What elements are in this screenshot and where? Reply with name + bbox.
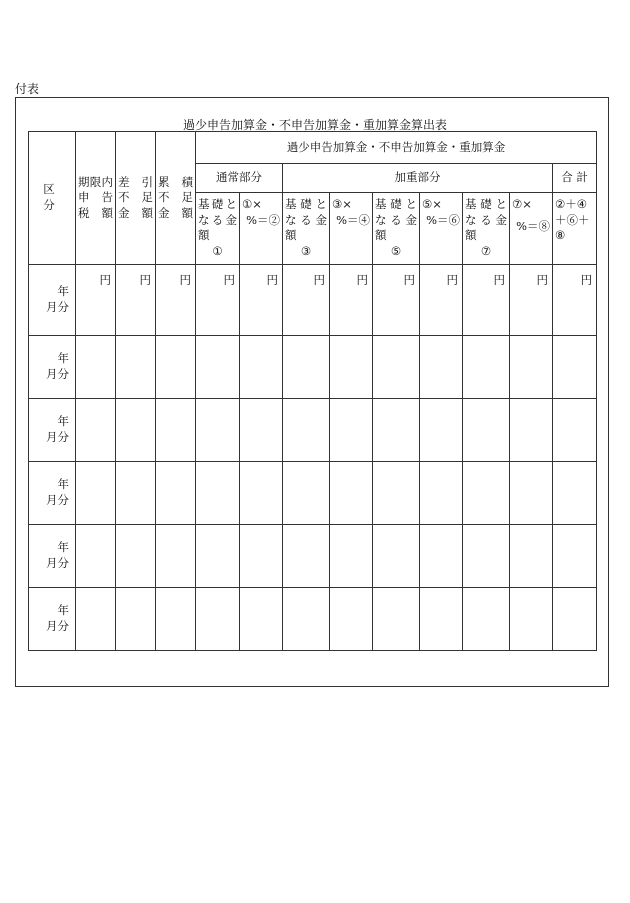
amount-cell[interactable] xyxy=(116,462,156,525)
amount-cell[interactable] xyxy=(240,336,283,399)
amount-cell[interactable] xyxy=(76,399,116,462)
header-group: 過少申告加算金・不申告加算金・重加算金 xyxy=(196,132,597,164)
header-calc-4: ③× %＝④ xyxy=(330,193,373,265)
attachment-label: 付表 xyxy=(15,82,40,96)
amount-cell[interactable] xyxy=(373,336,420,399)
amount-cell[interactable] xyxy=(510,525,553,588)
header-kubun: 区 分 xyxy=(29,132,76,265)
amount-cell[interactable] xyxy=(76,588,116,651)
amount-cell[interactable] xyxy=(283,525,330,588)
amount-cell[interactable] xyxy=(373,525,420,588)
amount-cell[interactable] xyxy=(156,336,196,399)
amount-cell-yen[interactable]: 円 xyxy=(116,265,156,336)
amount-cell[interactable] xyxy=(196,399,240,462)
amount-cell[interactable] xyxy=(463,399,510,462)
amount-cell[interactable] xyxy=(463,588,510,651)
amount-cell[interactable] xyxy=(463,462,510,525)
amount-cell[interactable] xyxy=(76,336,116,399)
header-calc-2: ①× %＝② xyxy=(240,193,283,265)
amount-cell[interactable] xyxy=(156,399,196,462)
amount-cell[interactable] xyxy=(240,399,283,462)
table-row xyxy=(29,588,597,651)
amount-cell[interactable] xyxy=(330,399,373,462)
amount-cell-yen[interactable]: 円 xyxy=(283,265,330,336)
amount-cell-yen[interactable]: 円 xyxy=(156,265,196,336)
header-sum: ②＋④ ＋⑥＋ ⑧ xyxy=(553,193,597,265)
amount-cell[interactable] xyxy=(116,525,156,588)
amount-cell[interactable] xyxy=(553,399,597,462)
amount-cell[interactable] xyxy=(240,525,283,588)
amount-cell[interactable] xyxy=(240,588,283,651)
amount-cell[interactable] xyxy=(330,336,373,399)
table-row xyxy=(29,462,597,525)
amount-cell[interactable] xyxy=(553,525,597,588)
amount-cell[interactable] xyxy=(116,336,156,399)
amount-cell[interactable] xyxy=(76,462,116,525)
amount-cell[interactable] xyxy=(420,525,463,588)
amount-cell[interactable] xyxy=(373,399,420,462)
amount-cell[interactable] xyxy=(463,525,510,588)
header-kigen: 期限内 申 告 税 額 xyxy=(76,132,116,265)
row-period-label: 年 月分 xyxy=(29,588,76,651)
amount-cell[interactable] xyxy=(283,462,330,525)
header-kaju: 加重部分 xyxy=(283,164,553,193)
table-caption: 過少申告加算金・不申告加算金・重加算金算出表 xyxy=(182,118,447,132)
amount-cell[interactable] xyxy=(553,588,597,651)
header-calc-8: ⑦× %＝⑧ xyxy=(510,193,553,265)
amount-cell[interactable] xyxy=(240,462,283,525)
row-period-label: 年 月分 xyxy=(29,399,76,462)
amount-cell[interactable] xyxy=(283,336,330,399)
header-gokei: 合 計 xyxy=(553,164,597,193)
row-period-label: 年 月分 xyxy=(29,525,76,588)
amount-cell[interactable] xyxy=(116,588,156,651)
amount-cell[interactable] xyxy=(283,588,330,651)
amount-cell[interactable] xyxy=(196,336,240,399)
amount-cell[interactable] xyxy=(116,399,156,462)
row-period-label: 年 月分 xyxy=(29,265,76,336)
amount-cell[interactable] xyxy=(373,462,420,525)
amount-cell[interactable] xyxy=(420,336,463,399)
table-row xyxy=(29,336,597,399)
table-row xyxy=(29,265,597,336)
amount-cell-yen[interactable]: 円 xyxy=(510,265,553,336)
amount-cell-yen[interactable]: 円 xyxy=(463,265,510,336)
header-kiso-5: 基礎と なる金 額 ⑤ xyxy=(373,193,420,265)
amount-cell[interactable] xyxy=(156,588,196,651)
amount-cell[interactable] xyxy=(463,336,510,399)
header-kiso-7: 基礎と なる金 額 ⑦ xyxy=(463,193,510,265)
table-row xyxy=(29,399,597,462)
amount-cell[interactable] xyxy=(420,399,463,462)
amount-cell[interactable] xyxy=(510,336,553,399)
amount-cell[interactable] xyxy=(510,588,553,651)
amount-cell-yen[interactable]: 円 xyxy=(553,265,597,336)
amount-cell[interactable] xyxy=(420,462,463,525)
amount-cell[interactable] xyxy=(196,588,240,651)
amount-cell[interactable] xyxy=(553,462,597,525)
amount-cell[interactable] xyxy=(553,336,597,399)
amount-cell[interactable] xyxy=(156,462,196,525)
amount-cell-yen[interactable]: 円 xyxy=(420,265,463,336)
row-period-label: 年 月分 xyxy=(29,336,76,399)
amount-cell-yen[interactable]: 円 xyxy=(240,265,283,336)
amount-cell[interactable] xyxy=(330,525,373,588)
table-row xyxy=(29,525,597,588)
amount-cell-yen[interactable]: 円 xyxy=(373,265,420,336)
amount-cell-yen[interactable]: 円 xyxy=(76,265,116,336)
header-tsujo: 通常部分 xyxy=(196,164,283,193)
amount-cell[interactable] xyxy=(330,588,373,651)
amount-cell[interactable] xyxy=(510,399,553,462)
calculation-table xyxy=(28,131,597,651)
header-sahiki: 差 引 不 足 金 額 xyxy=(116,132,156,265)
amount-cell[interactable] xyxy=(330,462,373,525)
amount-cell-yen[interactable]: 円 xyxy=(196,265,240,336)
amount-cell[interactable] xyxy=(510,462,553,525)
header-ruiseki: 累 積 不 足 金 額 xyxy=(156,132,196,265)
header-calc-6: ⑤× %＝⑥ xyxy=(420,193,463,265)
amount-cell[interactable] xyxy=(283,399,330,462)
amount-cell-yen[interactable]: 円 xyxy=(330,265,373,336)
amount-cell[interactable] xyxy=(156,525,196,588)
amount-cell[interactable] xyxy=(196,525,240,588)
amount-cell[interactable] xyxy=(373,588,420,651)
amount-cell[interactable] xyxy=(76,525,116,588)
amount-cell[interactable] xyxy=(196,462,240,525)
row-period-label: 年 月分 xyxy=(29,462,76,525)
header-kiso-3: 基礎と なる金 額 ③ xyxy=(283,193,330,265)
amount-cell[interactable] xyxy=(420,588,463,651)
header-kiso-1: 基礎と なる金 額 ① xyxy=(196,193,240,265)
